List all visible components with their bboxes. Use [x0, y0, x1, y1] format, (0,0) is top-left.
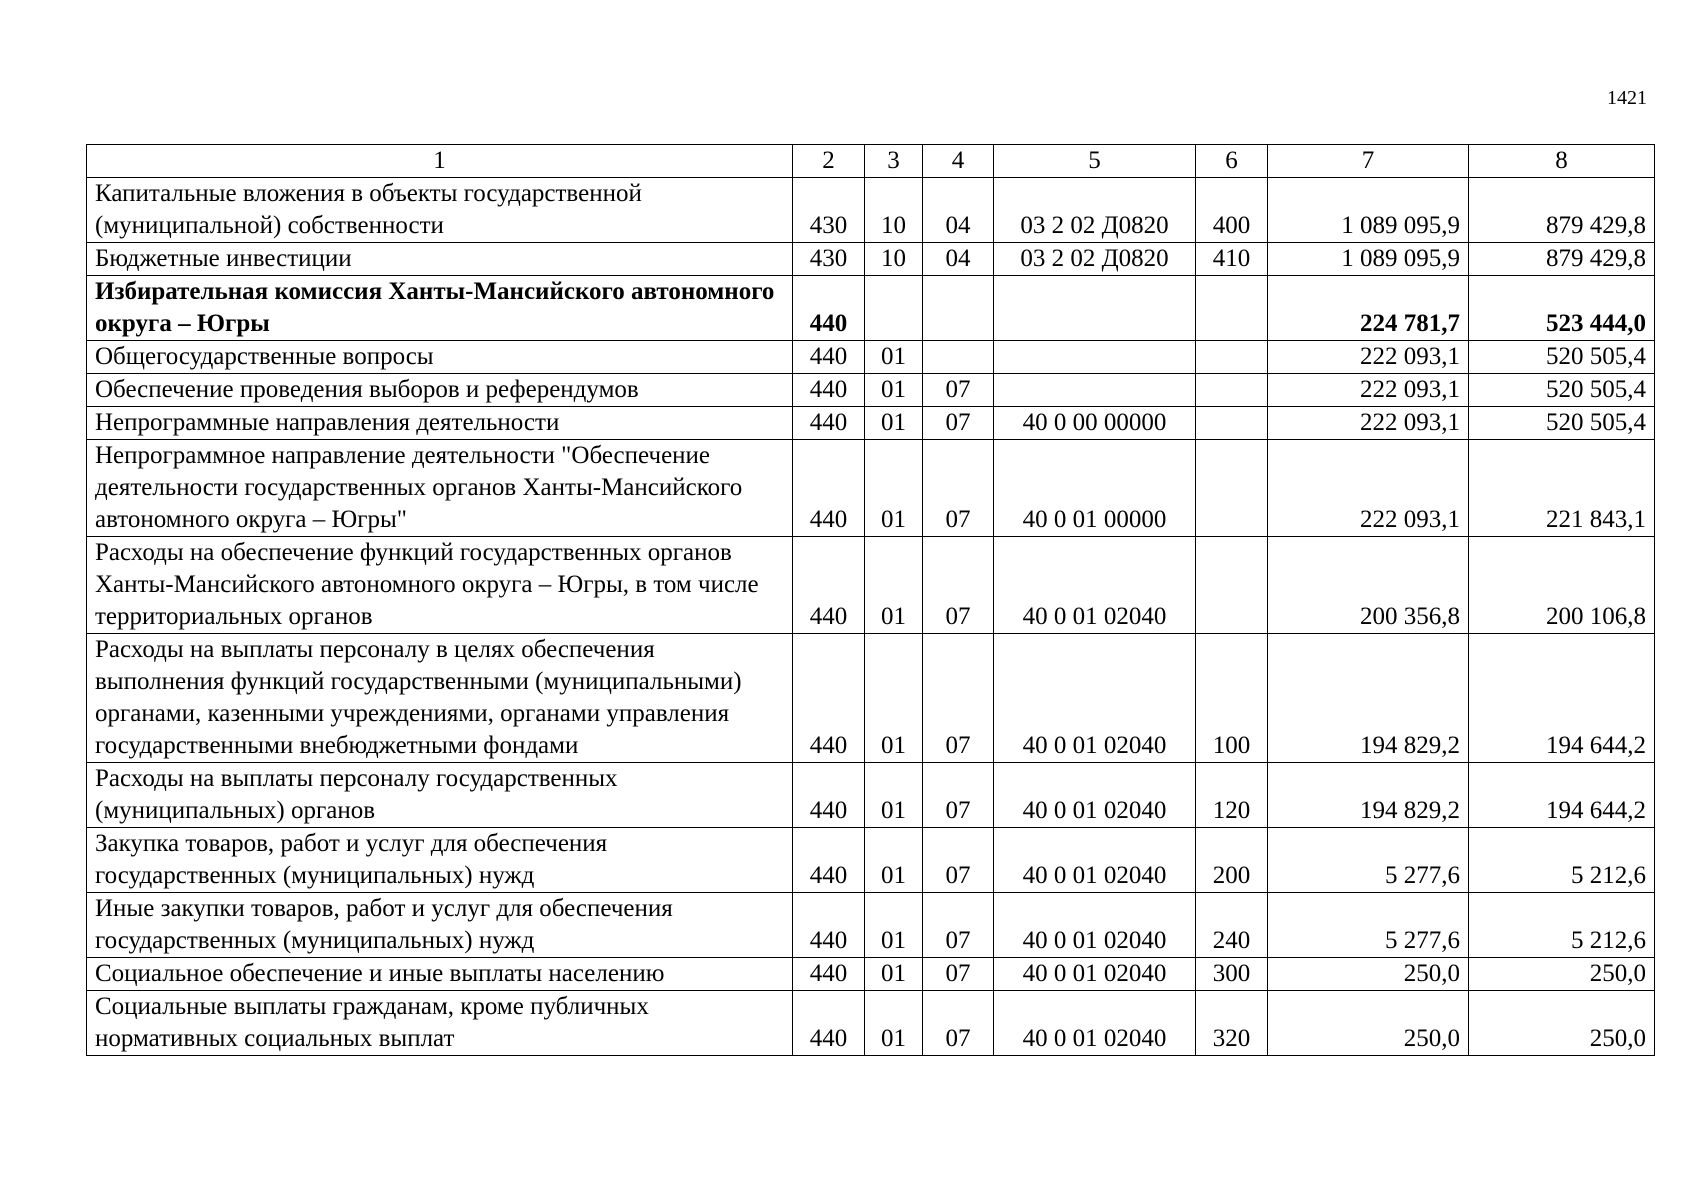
- target-article-cell: 40 0 01 00000: [994, 440, 1196, 537]
- section-code-cell: 01: [865, 828, 923, 893]
- section-code-cell: 01: [865, 634, 923, 763]
- column-header: 7: [1268, 145, 1469, 178]
- amount-year2-cell: 200 106,8: [1469, 537, 1655, 634]
- row-name-cell: Закупка товаров, работ и услуг для обеспечения государственных (муниципальных) нужд: [87, 828, 793, 893]
- amount-year2-cell: 250,0: [1469, 991, 1655, 1056]
- section-code-cell: 10: [865, 243, 923, 276]
- section-code-cell: 01: [865, 537, 923, 634]
- table-row: [87, 374, 1655, 407]
- table-row: [87, 893, 1655, 958]
- amount-year2-cell: 879 429,8: [1469, 178, 1655, 243]
- amount-year2-cell: 5 212,6: [1469, 893, 1655, 958]
- amount-year1-cell: 5 277,6: [1268, 828, 1469, 893]
- ministry-code-cell: 440: [793, 537, 865, 634]
- row-name-cell: Расходы на выплаты персоналу в целях обеспечения выполнения функций государственными (муниципальными) органами, казенными учреждениями, органами управления государственными внебюджетными фондами: [87, 634, 793, 763]
- column-header: 1: [87, 145, 793, 178]
- expense-type-cell: [1196, 276, 1268, 341]
- target-article-cell: 40 0 01 02040: [994, 958, 1196, 991]
- ministry-code-cell: 440: [793, 440, 865, 537]
- ministry-code-cell: 440: [793, 341, 865, 374]
- target-article-cell: 03 2 02 Д0820: [994, 178, 1196, 243]
- amount-year2-cell: 520 505,4: [1469, 407, 1655, 440]
- table-row: [87, 991, 1655, 1056]
- subsection-code-cell: 07: [923, 440, 994, 537]
- expense-type-cell: [1196, 537, 1268, 634]
- amount-year1-cell: 222 093,1: [1268, 407, 1469, 440]
- ministry-code-cell: 440: [793, 407, 865, 440]
- subsection-code-cell: 07: [923, 537, 994, 634]
- table-row: [87, 243, 1655, 276]
- row-name-cell: Избирательная комиссия Ханты-Мансийского автономного округа – Югры: [87, 276, 793, 341]
- table-row: [87, 634, 1655, 763]
- amount-year1-cell: 5 277,6: [1268, 893, 1469, 958]
- ministry-code-cell: 430: [793, 243, 865, 276]
- ministry-code-cell: 430: [793, 178, 865, 243]
- table-row: [87, 407, 1655, 440]
- target-article-cell: 40 0 01 02040: [994, 537, 1196, 634]
- target-article-cell: 40 0 01 02040: [994, 634, 1196, 763]
- column-header: 6: [1196, 145, 1268, 178]
- table-row: [87, 958, 1655, 991]
- section-code-cell: 01: [865, 991, 923, 1056]
- ministry-code-cell: 440: [793, 991, 865, 1056]
- subsection-code-cell: 07: [923, 634, 994, 763]
- budget-table: [86, 144, 1655, 1056]
- ministry-code-cell: 440: [793, 828, 865, 893]
- amount-year2-cell: 221 843,1: [1469, 440, 1655, 537]
- target-article-cell: 40 0 01 02040: [994, 763, 1196, 828]
- section-code-cell: 01: [865, 763, 923, 828]
- amount-year2-cell: 879 429,8: [1469, 243, 1655, 276]
- section-code-cell: 01: [865, 407, 923, 440]
- subsection-code-cell: [923, 276, 994, 341]
- row-name-cell: Общегосударственные вопросы: [87, 341, 793, 374]
- target-article-cell: 40 0 00 00000: [994, 407, 1196, 440]
- section-code-cell: 01: [865, 374, 923, 407]
- column-header: 5: [994, 145, 1196, 178]
- ministry-code-cell: 440: [793, 276, 865, 341]
- table-row: [87, 828, 1655, 893]
- section-code-cell: 01: [865, 958, 923, 991]
- column-header: 3: [865, 145, 923, 178]
- table-row: [87, 440, 1655, 537]
- subsection-code-cell: 04: [923, 243, 994, 276]
- subsection-code-cell: 07: [923, 763, 994, 828]
- row-name-cell: Расходы на обеспечение функций государственных органов Ханты-Мансийского автономного округа – Югры, в том числе территориальных органов: [87, 537, 793, 634]
- target-article-cell: [994, 341, 1196, 374]
- row-name-cell: Иные закупки товаров, работ и услуг для обеспечения государственных (муниципальных) нужд: [87, 893, 793, 958]
- ministry-code-cell: 440: [793, 763, 865, 828]
- amount-year1-cell: 194 829,2: [1268, 634, 1469, 763]
- amount-year1-cell: 250,0: [1268, 991, 1469, 1056]
- subsection-code-cell: 07: [923, 991, 994, 1056]
- target-article-cell: [994, 276, 1196, 341]
- amount-year1-cell: 194 829,2: [1268, 763, 1469, 828]
- subsection-code-cell: 07: [923, 893, 994, 958]
- amount-year2-cell: 520 505,4: [1469, 374, 1655, 407]
- expense-type-cell: 240: [1196, 893, 1268, 958]
- column-header: 2: [793, 145, 865, 178]
- ministry-code-cell: 440: [793, 893, 865, 958]
- table-row: [87, 276, 1655, 341]
- amount-year2-cell: 194 644,2: [1469, 634, 1655, 763]
- amount-year1-cell: 250,0: [1268, 958, 1469, 991]
- expense-type-cell: 300: [1196, 958, 1268, 991]
- subsection-code-cell: 07: [923, 828, 994, 893]
- expense-type-cell: [1196, 440, 1268, 537]
- amount-year1-cell: 222 093,1: [1268, 440, 1469, 537]
- expense-type-cell: 320: [1196, 991, 1268, 1056]
- target-article-cell: 40 0 01 02040: [994, 893, 1196, 958]
- expense-type-cell: [1196, 374, 1268, 407]
- amount-year1-cell: 222 093,1: [1268, 374, 1469, 407]
- table-row: [87, 178, 1655, 243]
- amount-year2-cell: 523 444,0: [1469, 276, 1655, 341]
- row-name-cell: Непрограммные направления деятельности: [87, 407, 793, 440]
- column-header: 8: [1469, 145, 1655, 178]
- amount-year1-cell: 200 356,8: [1268, 537, 1469, 634]
- amount-year1-cell: 224 781,7: [1268, 276, 1469, 341]
- subsection-code-cell: 07: [923, 958, 994, 991]
- header-row: [87, 145, 1655, 178]
- section-code-cell: 01: [865, 440, 923, 537]
- section-code-cell: [865, 276, 923, 341]
- page-number: 1421: [1607, 87, 1647, 109]
- target-article-cell: [994, 374, 1196, 407]
- amount-year1-cell: 1 089 095,9: [1268, 243, 1469, 276]
- subsection-code-cell: 07: [923, 407, 994, 440]
- expense-type-cell: 410: [1196, 243, 1268, 276]
- row-name-cell: Социальное обеспечение и иные выплаты населению: [87, 958, 793, 991]
- expense-type-cell: 400: [1196, 178, 1268, 243]
- expense-type-cell: 200: [1196, 828, 1268, 893]
- row-name-cell: Капитальные вложения в объекты государственной (муниципальной) собственности: [87, 178, 793, 243]
- expense-type-cell: [1196, 341, 1268, 374]
- row-name-cell: Обеспечение проведения выборов и референдумов: [87, 374, 793, 407]
- amount-year2-cell: 5 212,6: [1469, 828, 1655, 893]
- row-name-cell: Расходы на выплаты персоналу государственных (муниципальных) органов: [87, 763, 793, 828]
- subsection-code-cell: 04: [923, 178, 994, 243]
- ministry-code-cell: 440: [793, 634, 865, 763]
- amount-year2-cell: 250,0: [1469, 958, 1655, 991]
- expense-type-cell: [1196, 407, 1268, 440]
- section-code-cell: 01: [865, 893, 923, 958]
- section-code-cell: 01: [865, 341, 923, 374]
- column-header: 4: [923, 145, 994, 178]
- table-body: [87, 178, 1655, 1056]
- row-name-cell: Социальные выплаты гражданам, кроме публичных нормативных социальных выплат: [87, 991, 793, 1056]
- target-article-cell: 40 0 01 02040: [994, 991, 1196, 1056]
- table-row: [87, 341, 1655, 374]
- target-article-cell: 40 0 01 02040: [994, 828, 1196, 893]
- row-name-cell: Непрограммное направление деятельности "Обеспечение деятельности государственных органов Ханты-Мансийского автономного округа – Югры": [87, 440, 793, 537]
- expense-type-cell: 120: [1196, 763, 1268, 828]
- section-code-cell: 10: [865, 178, 923, 243]
- ministry-code-cell: 440: [793, 374, 865, 407]
- table-row: [87, 763, 1655, 828]
- amount-year2-cell: 520 505,4: [1469, 341, 1655, 374]
- ministry-code-cell: 440: [793, 958, 865, 991]
- amount-year1-cell: 222 093,1: [1268, 341, 1469, 374]
- subsection-code-cell: [923, 341, 994, 374]
- amount-year1-cell: 1 089 095,9: [1268, 178, 1469, 243]
- table-row: [87, 537, 1655, 634]
- subsection-code-cell: 07: [923, 374, 994, 407]
- target-article-cell: 03 2 02 Д0820: [994, 243, 1196, 276]
- expense-type-cell: 100: [1196, 634, 1268, 763]
- row-name-cell: Бюджетные инвестиции: [87, 243, 793, 276]
- amount-year2-cell: 194 644,2: [1469, 763, 1655, 828]
